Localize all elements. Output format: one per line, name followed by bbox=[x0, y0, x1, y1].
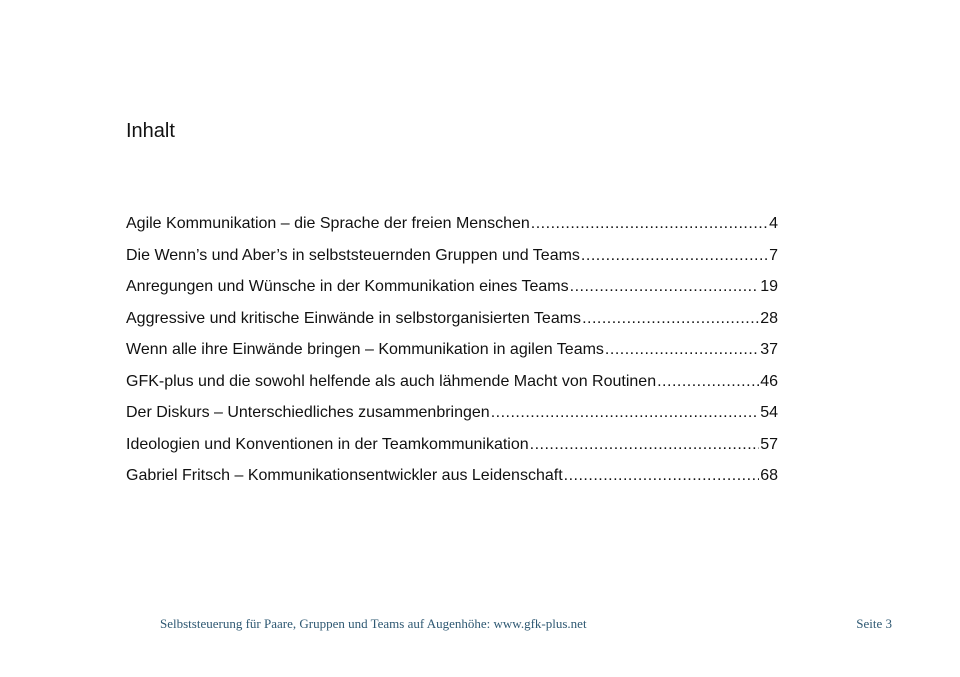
toc-entry[interactable] bbox=[126, 210, 778, 242]
toc-entry-title: Aggressive und kritische Einwände in selbstorganisierten Teams bbox=[126, 309, 582, 327]
toc-entry-page: 68 bbox=[760, 467, 778, 484]
toc-dot-leader bbox=[581, 242, 768, 270]
toc-entry-page: 37 bbox=[760, 341, 778, 358]
toc-entry[interactable] bbox=[126, 399, 778, 431]
toc-entry-title: Agile Kommunikation – die Sprache der freien Menschen bbox=[126, 215, 530, 232]
toc-entry-title: Gabriel Fritsch – Kommunikationsentwickler aus Leidenschaft bbox=[126, 467, 563, 484]
toc-entry[interactable] bbox=[126, 273, 778, 305]
toc-entry-page: 46 bbox=[760, 372, 778, 390]
table-of-contents bbox=[126, 210, 778, 494]
toc-dot-leader bbox=[657, 368, 759, 396]
toc-heading: Inhalt bbox=[126, 120, 175, 142]
toc-entry-title: Der Diskurs – Unterschiedliches zusammenbringen bbox=[126, 404, 490, 421]
toc-dot-leader bbox=[530, 431, 760, 459]
toc-entry-title: Ideologien und Konventionen in der Teamkommunikation bbox=[126, 435, 529, 453]
toc-entry-page: 19 bbox=[760, 278, 778, 295]
footer-page-number: Seite 3 bbox=[856, 616, 892, 631]
toc-entry[interactable] bbox=[126, 462, 778, 494]
toc-entry[interactable] bbox=[126, 242, 778, 274]
toc-dot-leader bbox=[491, 399, 760, 427]
toc-entry[interactable] bbox=[126, 336, 778, 368]
toc-entry-title: Wenn alle ihre Einwände bringen – Kommunikation in agilen Teams bbox=[126, 341, 604, 358]
toc-entry-title: GFK-plus und die sowohl helfende als auch lähmende Macht von Routinen bbox=[126, 372, 657, 390]
toc-dot-leader bbox=[564, 462, 760, 490]
toc-entry[interactable] bbox=[126, 368, 778, 400]
toc-entry-page: 4 bbox=[769, 215, 778, 232]
toc-entry-title: Anregungen und Wünsche in der Kommunikation eines Teams bbox=[126, 278, 569, 295]
footer-text: Selbststeuerung für Paare, Gruppen und Teams auf Augenhöhe: www.gfk-plus.net bbox=[160, 616, 587, 631]
toc-entry-page: 54 bbox=[760, 404, 778, 421]
toc-entry-page: 57 bbox=[760, 435, 778, 453]
toc-entry-title: Die Wenn’s und Aber’s in selbststeuernden Gruppen und Teams bbox=[126, 246, 580, 264]
toc-entry-page: 28 bbox=[760, 309, 778, 327]
toc-dot-leader bbox=[582, 305, 759, 333]
toc-entry-page: 7 bbox=[769, 246, 778, 264]
toc-dot-leader bbox=[605, 336, 759, 364]
toc-dot-leader bbox=[570, 273, 760, 301]
toc-dot-leader bbox=[531, 210, 768, 238]
toc-entry[interactable] bbox=[126, 305, 778, 337]
toc-entry[interactable] bbox=[126, 431, 778, 463]
